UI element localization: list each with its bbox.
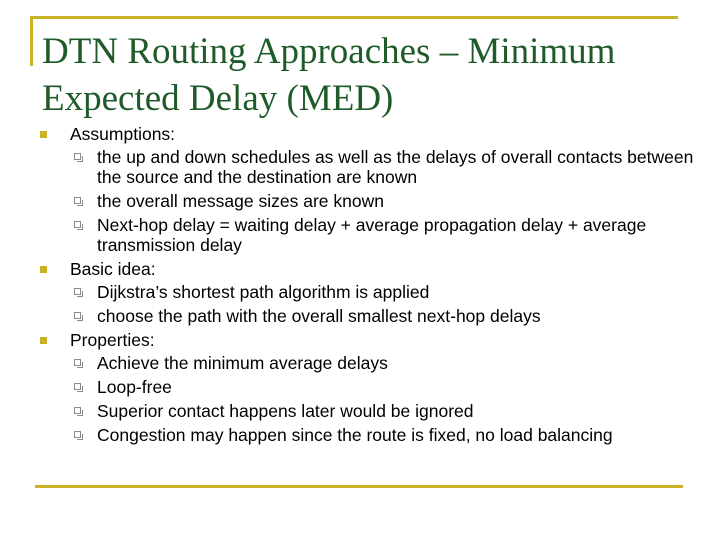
square-bullet-icon: [40, 266, 47, 273]
slide-content: [40, 124, 700, 449]
hollow-square-bullet-icon: [74, 288, 81, 295]
hollow-square-bullet-icon: [74, 197, 81, 204]
bullet-assumptions: [40, 124, 700, 255]
sub-bullet-item: [40, 147, 700, 187]
hollow-square-bullet-icon: [74, 359, 81, 366]
square-bullet-icon: [40, 337, 47, 344]
hollow-square-bullet-icon: [74, 221, 81, 228]
hollow-square-bullet-icon: [74, 312, 81, 319]
sub-bullet-item: [40, 353, 700, 373]
slide-title: DTN Routing Approaches – Minimum Expected Delay (MED): [42, 31, 616, 119]
sub-bullet-item: [40, 306, 700, 326]
sub-bullet-text: the overall message sizes are known: [97, 191, 384, 211]
hollow-square-bullet-icon: [74, 431, 81, 438]
sub-bullet-item: [40, 377, 700, 397]
title-frame-top-border: [30, 16, 678, 19]
sub-bullet-text: Achieve the minimum average delays: [97, 353, 388, 373]
sub-bullet-text: Dijkstra’s shortest path algorithm is applied: [97, 282, 430, 302]
sub-bullet-item: [40, 215, 700, 255]
sub-bullet-text: choose the path with the overall smallest next-hop delays: [97, 306, 541, 326]
hollow-square-bullet-icon: [74, 383, 81, 390]
bullet-label: Assumptions:: [70, 124, 176, 144]
bullet-properties: [40, 330, 700, 445]
bullet-basic-idea: [40, 259, 700, 326]
sub-bullet-text: Congestion may happen since the route is fixed, no load balancing: [97, 425, 613, 445]
sub-bullet-text: Next-hop delay = waiting delay + average propagation delay + average transmission delay: [97, 215, 647, 255]
footer-divider-line: [35, 485, 683, 488]
bullet-label: Basic idea:: [70, 259, 156, 279]
title-frame-left-border: [30, 16, 33, 66]
sub-bullet-text: Loop-free: [97, 377, 172, 397]
sub-bullet-item: [40, 191, 700, 211]
sub-bullet-item: [40, 425, 700, 445]
sub-bullet-text: Superior contact happens later would be ignored: [97, 401, 474, 421]
hollow-square-bullet-icon: [74, 153, 81, 160]
bullet-label: Properties:: [70, 330, 155, 350]
sub-bullet-item: [40, 282, 700, 302]
sub-bullet-item: [40, 401, 700, 421]
hollow-square-bullet-icon: [74, 407, 81, 414]
square-bullet-icon: [40, 131, 47, 138]
sub-bullet-text: the up and down schedules as well as the delays of overall contacts between the source and the destination are known: [97, 147, 694, 187]
